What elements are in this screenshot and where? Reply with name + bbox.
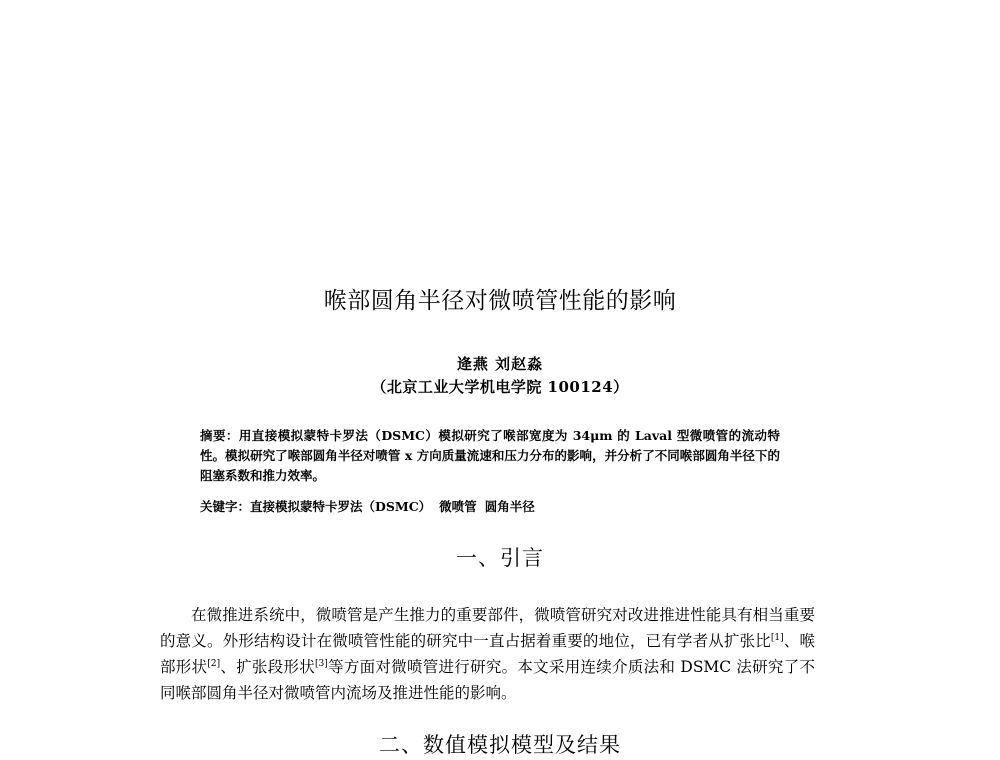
keyword-item: 直接模拟蒙特卡罗法（DSMC） bbox=[250, 499, 432, 514]
abstract-label: 摘要： bbox=[200, 428, 239, 443]
paragraph-text: 、喉部形状 bbox=[160, 632, 815, 676]
paper-title: 喉部圆角半径对微喷管性能的影响 bbox=[323, 288, 677, 314]
keywords-label: 关键字： bbox=[200, 499, 251, 514]
introduction-paragraph bbox=[160, 602, 815, 706]
paragraph-text: 、扩张段形状 bbox=[220, 658, 316, 676]
citation-ref[interactable]: [2] bbox=[207, 658, 221, 669]
author-list: 逄燕 刘赵淼 bbox=[456, 355, 544, 373]
abstract bbox=[200, 426, 780, 486]
section-heading-numerical-model: 二、数值模拟模型及结果 bbox=[379, 733, 621, 757]
citation-ref[interactable]: [1] bbox=[770, 632, 784, 643]
keyword-item: 微喷管 bbox=[439, 499, 477, 514]
citation-ref[interactable]: [3] bbox=[315, 658, 328, 669]
abstract-text: 用直接模拟蒙特卡罗法（DSMC）模拟研究了喉部宽度为 34μm 的 Laval 型微喷管的流动特性。模拟研究了喉部圆角半径对喷管 x 方向质量流速和压力分布的影响，并分析了不同喉部圆角半径下的阻塞系数和推力效率。 bbox=[200, 428, 780, 483]
paragraph-text: 在微推进系统中，微喷管是产生推力的重要部件，微喷管研究对改进推进性能具有相当重要的意义。外形结构设计在微喷管性能的研究中一直占据着重要的地位，已有学者从扩张比 bbox=[160, 606, 815, 650]
keyword-item: 圆角半径 bbox=[484, 499, 535, 514]
keywords bbox=[200, 497, 780, 517]
author-affiliation: （北京工业大学机电学院 100124） bbox=[371, 378, 629, 396]
paragraph-text: 等方面对微喷管进行研究。本文采用连续介质法和 DSMC 法研究了不同喉部圆角半径对微喷管内流场及推进性能的影响。 bbox=[160, 658, 815, 702]
section-heading-introduction: 一、引言 bbox=[456, 546, 544, 570]
